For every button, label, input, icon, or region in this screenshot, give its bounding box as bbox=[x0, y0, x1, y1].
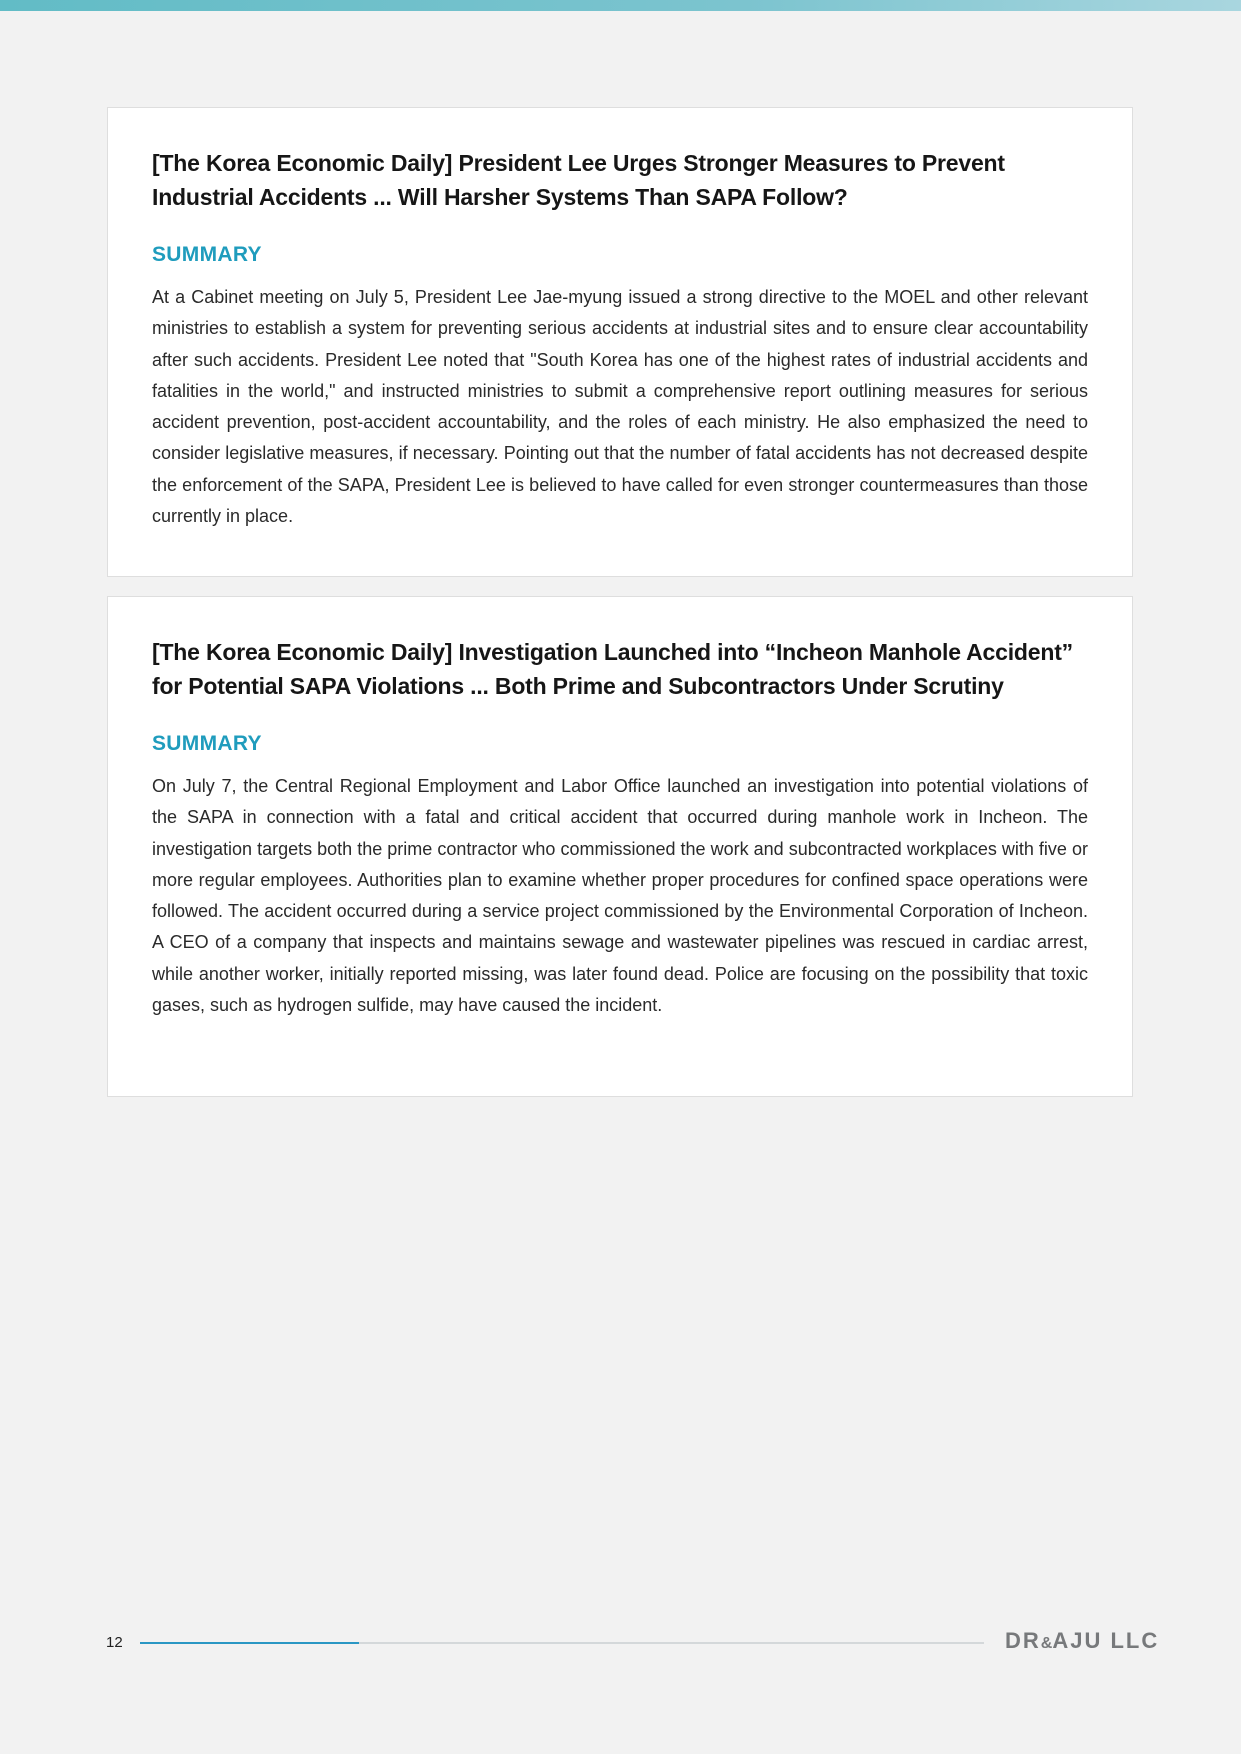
page-footer bbox=[0, 1624, 1241, 1660]
article-title: [The Korea Economic Daily] President Lee Urges Stronger Measures to Prevent Industrial Accidents ... Will Harsher Systems Than SAPA Follow? bbox=[152, 150, 1005, 210]
news-card bbox=[107, 596, 1133, 1097]
page-progress-fill bbox=[140, 1642, 359, 1644]
news-card bbox=[107, 107, 1133, 577]
brand-text: DR bbox=[1005, 1628, 1041, 1653]
top-accent-bar bbox=[0, 0, 1241, 11]
summary-label: SUMMARY bbox=[152, 243, 262, 266]
summary-text: At a Cabinet meeting on July 5, President Lee Jae-myung issued a strong directive to the MOEL and other relevant ministries to establish a system for preventing serious accidents at industrial sites and to ensure clear accountability after such accidents. President Lee noted that "South Korea has one of the highest rates of industrial accidents and fatalities in the world," and instructed ministries to submit a comprehensive report outlining measures for serious accident prevention, post-accident accountability, and the roles of each ministry. He also emphasized the need to consider legislative measures, if necessary. Pointing out that the number of fatal accidents has not decreased despite the enforcement of the SAPA, President Lee is believed to have called for even stronger countermeasures than those currently in place. bbox=[152, 287, 1088, 527]
brand-ampersand: & bbox=[1040, 1635, 1053, 1652]
page-number: 12 bbox=[106, 1634, 123, 1651]
summary-text: On July 7, the Central Regional Employment and Labor Office launched an investigation into potential violations of the SAPA in connection with a fatal and critical accident that occurred during manhole work in Incheon. The investigation targets both the prime contractor who commissioned the work and subcontracted workplaces with five or more regular employees. Authorities plan to examine whether proper procedures for confined space operations were followed. The accident occurred during a service project commissioned by the Environmental Corporation of Incheon. A CEO of a company that inspects and maintains sewage and wastewater pipelines was rescued in cardiac arrest, while another worker, initially reported missing, was later found dead. Police are focusing on the possibility that toxic gases, such as hydrogen sulfide, may have caused the incident. bbox=[152, 776, 1088, 1016]
brand-logo bbox=[1005, 1628, 1159, 1654]
article-title: [The Korea Economic Daily] Investigation Launched into “Incheon Manhole Accident” for Potential SAPA Violations ... Both Prime and Subcontractors Under Scrutiny bbox=[152, 639, 1073, 699]
page-progress-track bbox=[140, 1642, 984, 1644]
summary-label: SUMMARY bbox=[152, 732, 262, 755]
brand-text: AJU LLC bbox=[1052, 1628, 1160, 1653]
